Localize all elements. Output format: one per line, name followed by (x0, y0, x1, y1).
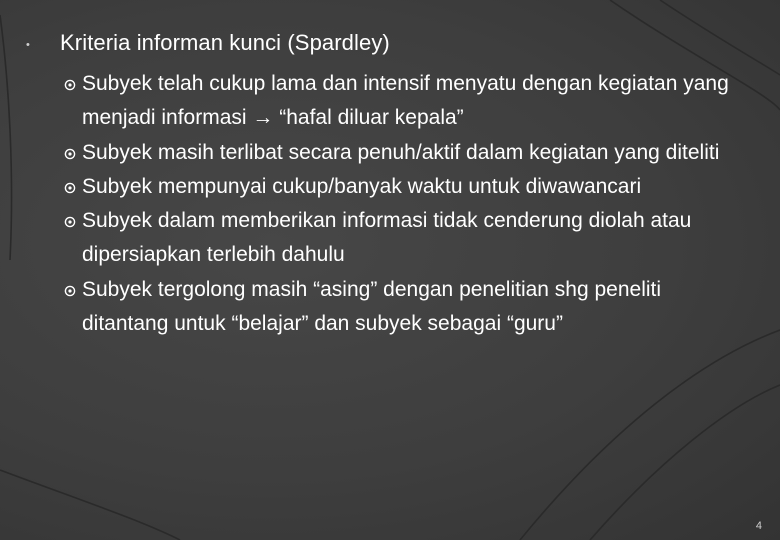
bullet-item (60, 170, 750, 204)
ring-bullet-icon (64, 148, 76, 160)
bullet-item (60, 273, 750, 342)
ring-bullet-icon (64, 216, 76, 228)
bullet-text: Subyek tergolong masih “asing” dengan penelitian shg peneliti ditantang untuk “belajar” dan subyek sebagai “guru” (82, 277, 662, 336)
bullet-item (60, 136, 750, 170)
bullet-text: Subyek telah cukup lama dan intensif menyatu dengan kegiatan yang menjadi informasi → “hafal diluar kepala” (82, 72, 729, 130)
decor-curve-3 (520, 330, 780, 540)
bullet-list (60, 67, 750, 341)
bullet-text: Subyek masih terlibat secara penuh/aktif dalam kegiatan yang diteliti (82, 140, 720, 164)
bullet-text: Subyek mempunyai cukup/banyak waktu untuk diwawancari (82, 174, 642, 198)
decor-curve-6 (0, 15, 12, 260)
bullet-text: Subyek dalam memberikan informasi tidak cenderung diolah atau dipersiapkan terlebih dahulu (82, 209, 692, 267)
ring-bullet-icon (64, 79, 76, 91)
page-number: 4 (755, 520, 762, 532)
bullet-item (60, 67, 750, 136)
decor-curve-5 (0, 470, 180, 540)
ring-bullet-icon (64, 182, 76, 194)
ring-bullet-icon (64, 285, 76, 297)
title-bullet: • (26, 39, 30, 51)
title-row (26, 30, 740, 56)
bullet-item (60, 204, 750, 273)
slide-title: Kriteria informan kunci (Spardley) (60, 30, 390, 55)
decor-curve-4 (590, 385, 780, 540)
